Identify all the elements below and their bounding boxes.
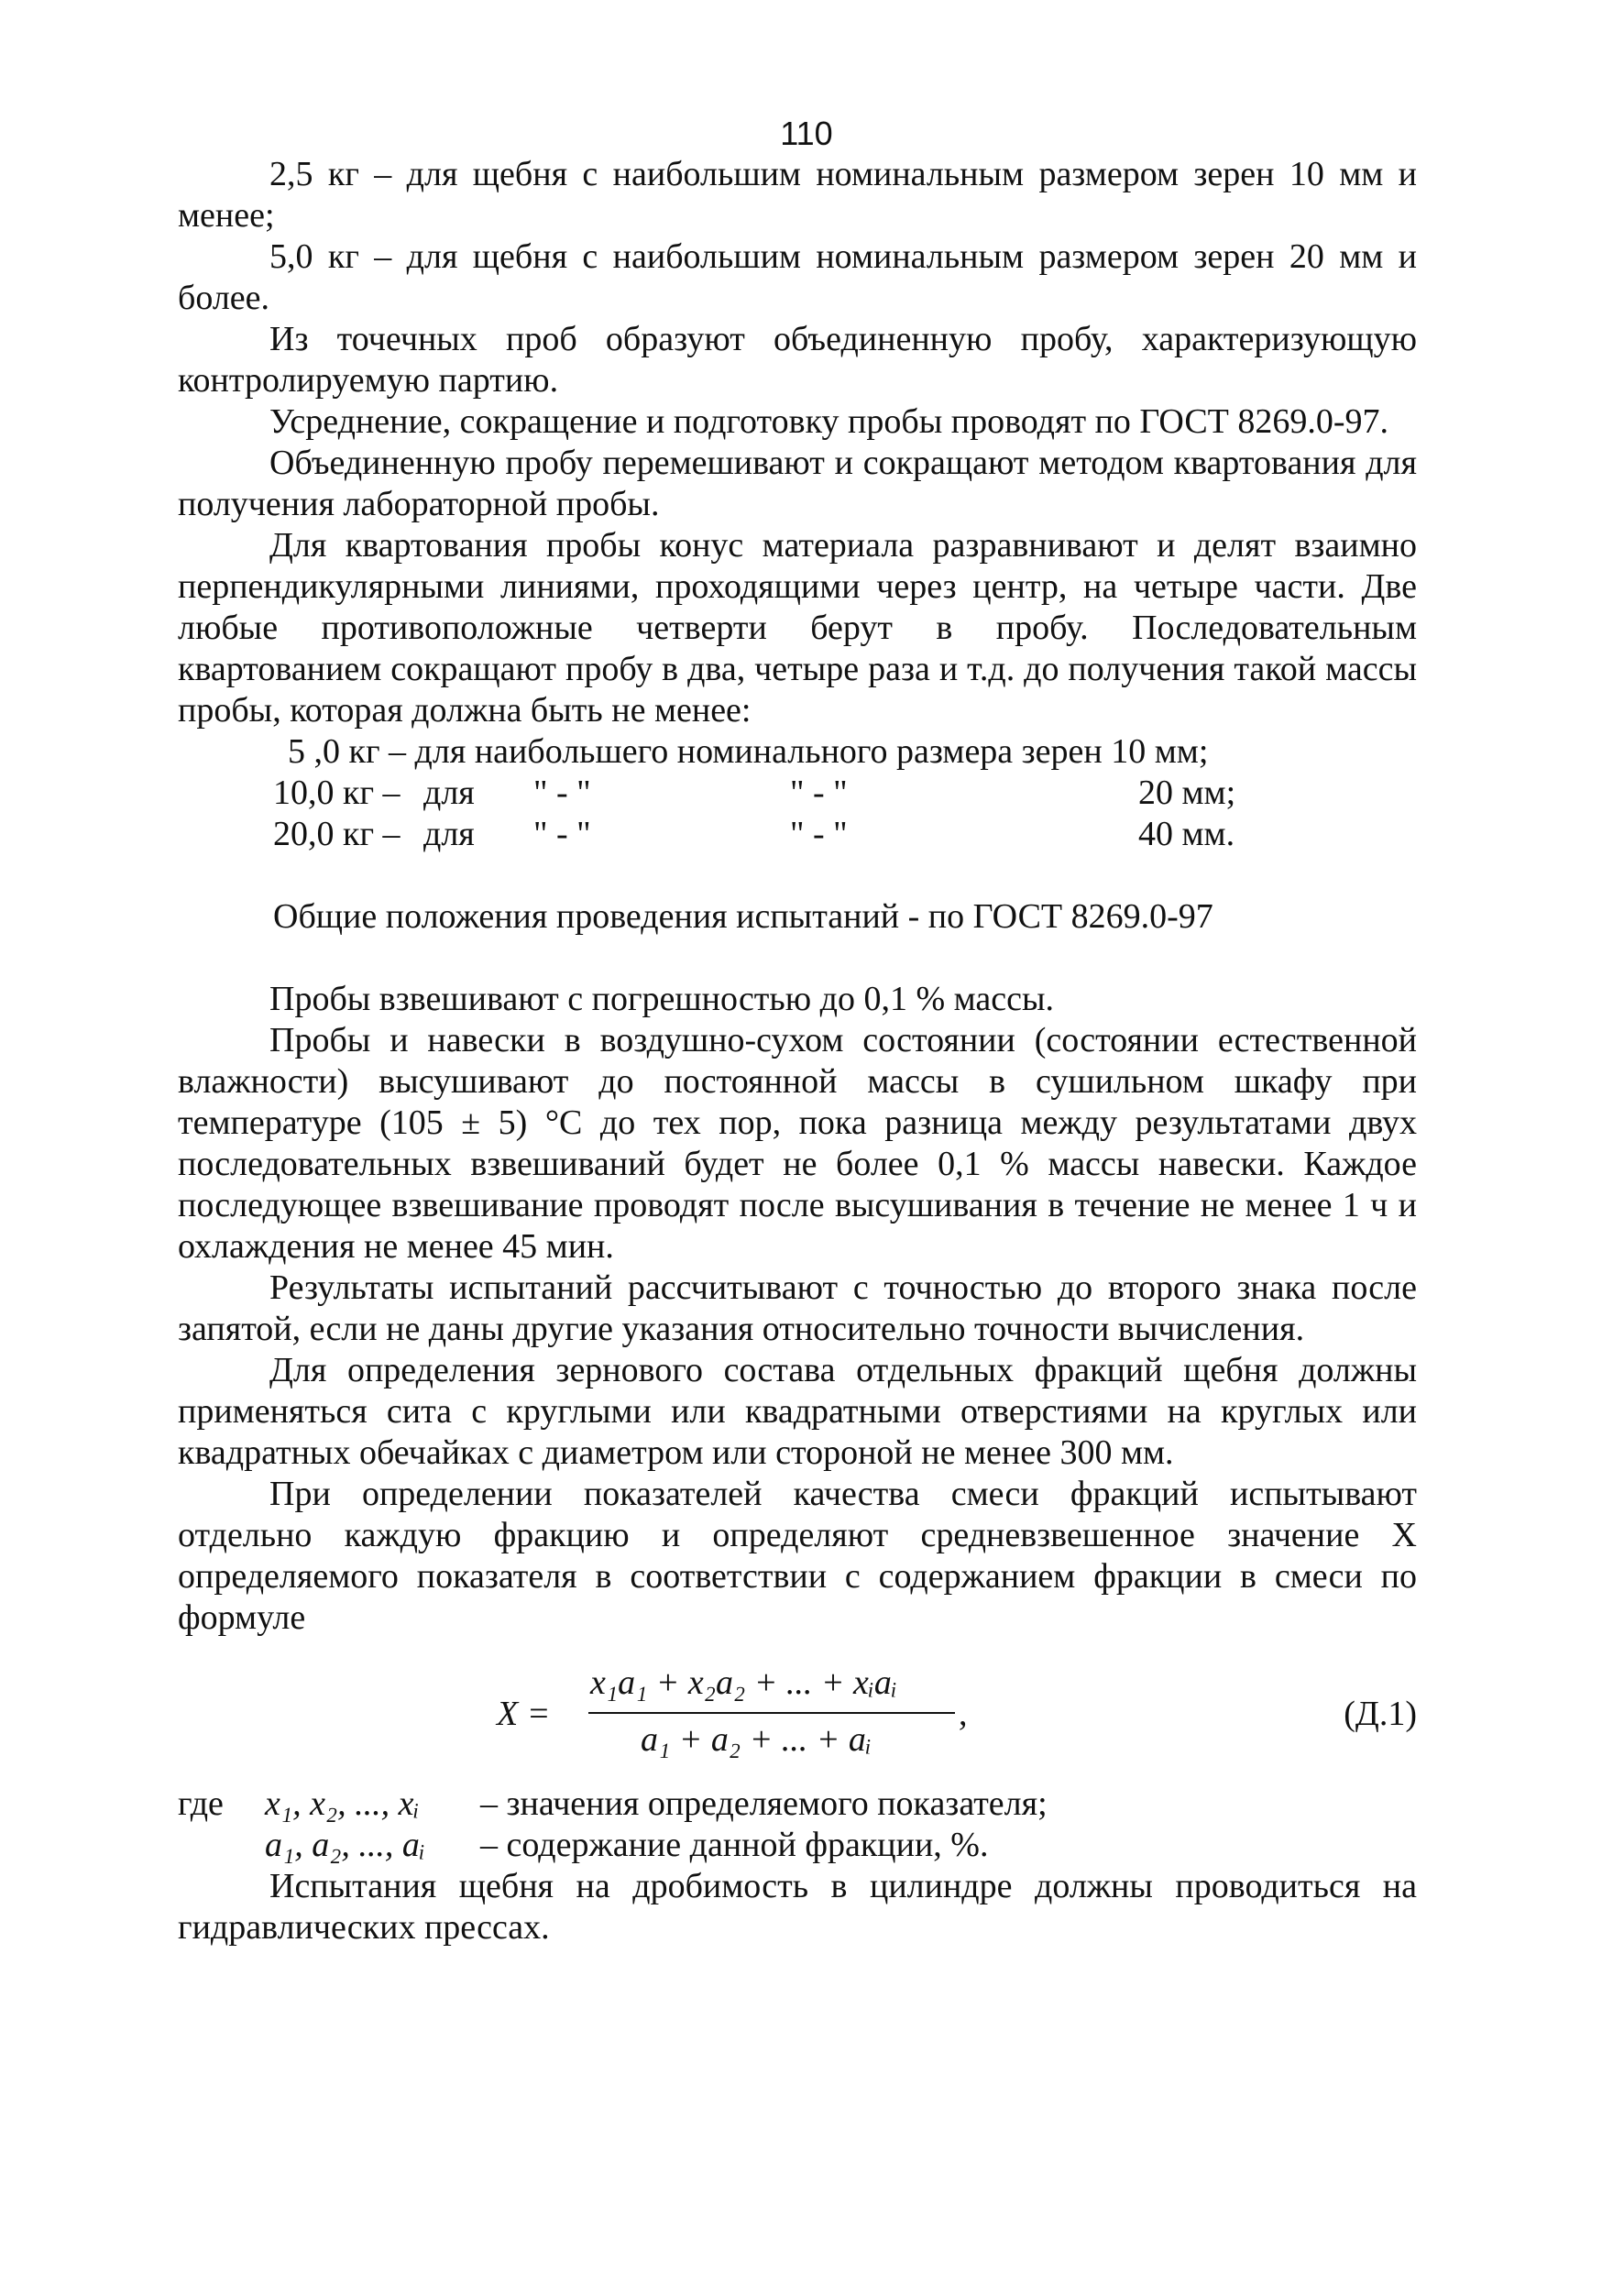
ditto-mark: " - " (533, 774, 591, 812)
legend-where: где (178, 1784, 224, 1823)
mass-row-3 (178, 814, 1417, 855)
legend-x (178, 1784, 1417, 1825)
paragraph: Из точечных проб образуют объединенную пробу, характеризующую контролируемую партию. (178, 320, 1417, 400)
formula-d1 (178, 1655, 1417, 1784)
mass-value: 10,0 кг – (273, 774, 401, 812)
section-title: Общие положения проведения испытаний - по ГОСТ 8269.0-97 (273, 897, 1213, 936)
formula-comma: , (959, 1695, 968, 1733)
formula-number: (Д.1) (1344, 1695, 1417, 1733)
size-value: 40 мм. (1138, 815, 1235, 853)
document-body (178, 154, 1417, 1948)
mass-row-2 (178, 773, 1417, 814)
mass-word: для (423, 774, 475, 812)
legend-a-symbols: a₁, a₂, ..., aᵢ (265, 1826, 425, 1864)
mass-row-1 (178, 731, 1417, 773)
paragraph: При определении показателей качества смеси фракций испытывают отдельно каждую фракцию и определяют средневзвешенное значение X определяемого показателя в соответствии с содержанием фракции в смеси по формуле (178, 1475, 1417, 1637)
paragraph: 5,0 кг – для щебня с наибольшим номинальным размером зерен 20 мм и более. (178, 237, 1417, 317)
fraction-bar (588, 1712, 955, 1714)
mass-value: 20,0 кг – (273, 815, 401, 853)
legend-x-symbols: x₁, x₂, ..., xᵢ (265, 1784, 420, 1823)
paragraph: 2,5 кг – для щебня с наибольшим номинальным размером зерен 10 мм и менее; (178, 155, 1417, 235)
paragraph: Пробы и навески в воздушно-сухом состоянии (состоянии естественной влажности) высушивают до постоянной массы в сушильном шкафу при температуре (105 ± 5) °С до тех пор, пока разница между результатами двух последовательных взвешиваний будет не более 0,1 % массы навески. Каждое последующее взвешивание проводят после высушивания в течение не менее 1 ч и охлаждения не менее 45 мин. (178, 1021, 1417, 1266)
mass-row-text: 5 ,0 кг – для наибольшего номинального размера зерен 10 мм; (288, 732, 1209, 771)
paragraph: Для определения зернового состава отдельных фракций щебня должны применяться сита с круглыми или квадратными отверстиями на круглых или квадратных обечайках с диаметром или стороной не менее 300 мм. (178, 1351, 1417, 1472)
size-value: 20 мм; (1138, 774, 1236, 812)
mass-word: для (423, 815, 475, 853)
legend-a (178, 1825, 1417, 1866)
formula-denominator: a₁ + a₂ + ... + aᵢ (641, 1720, 872, 1759)
legend-a-text: – содержание данной фракции, %. (480, 1826, 989, 1864)
formula-lhs: X = (497, 1695, 551, 1733)
ditto-mark: " - " (790, 815, 848, 853)
paragraph: Для квартования пробы конус материала разравнивают и делят взаимно перпендикулярными линиями, проходящими через центр, на четыре части. Две любые противоположные четверти берут в пробу. Последовательным квартованием сокращают пробу в два, четыре раза и т.д. до получения такой массы пробы, которая должна быть не менее: (178, 526, 1417, 730)
paragraph: Пробы взвешивают с погрешностью до 0,1 % массы. (269, 980, 1055, 1018)
ditto-mark: " - " (790, 774, 848, 812)
formula-numerator: x₁a₁ + x₂a₂ + ... + xᵢaᵢ (590, 1663, 897, 1702)
ditto-mark: " - " (533, 815, 591, 853)
legend-x-text: – значения определяемого показателя; (480, 1784, 1048, 1823)
paragraph: Объединенную пробу перемешивают и сокращают методом квартования для получения лабораторной пробы. (178, 444, 1417, 523)
paragraph: Результаты испытаний рассчитывают с точностью до второго знака после запятой, если не даны другие указания относительно точности вычисления. (178, 1268, 1417, 1348)
paragraph: Испытания щебня на дробимость в цилиндре должны проводиться на гидравлических прессах. (178, 1867, 1417, 1947)
paragraph: Усреднение, сокращение и подготовку пробы проводят по ГОСТ 8269.0-97. (269, 402, 1389, 441)
page-number: 110 (780, 115, 833, 152)
